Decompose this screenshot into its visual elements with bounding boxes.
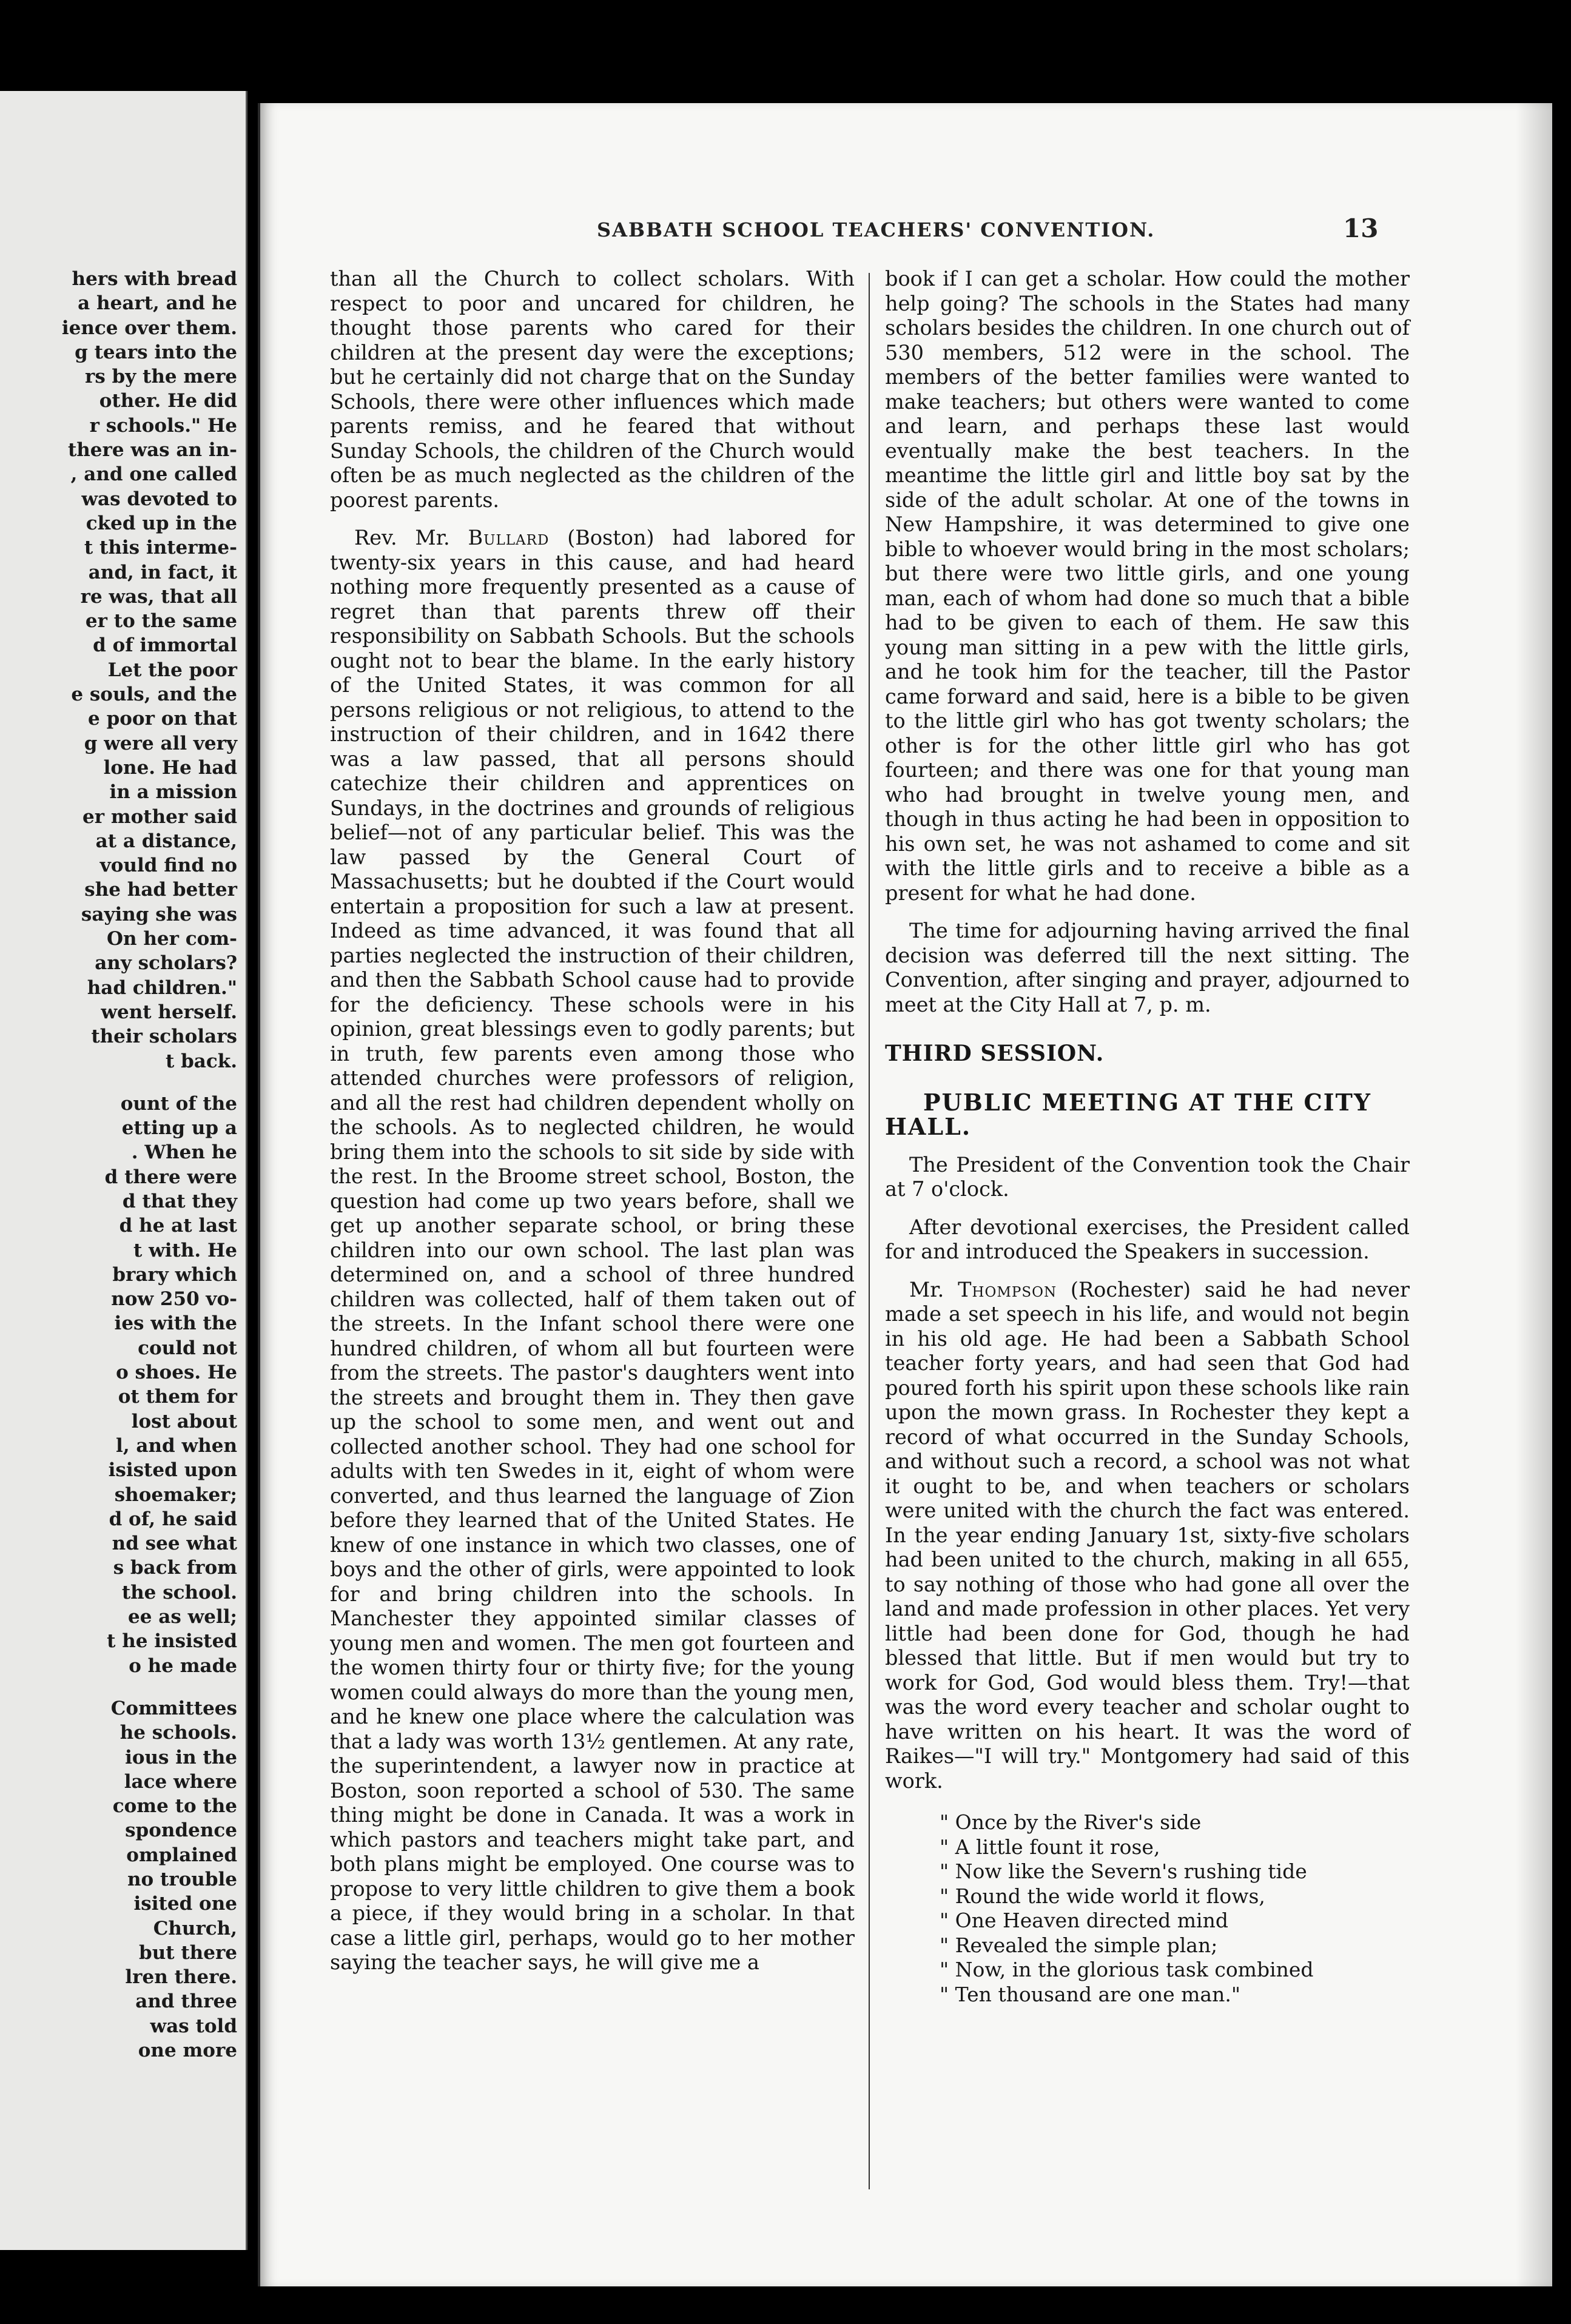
speaker-title: Mr. bbox=[909, 1277, 944, 1301]
left-page-fragment bbox=[0, 91, 247, 2250]
poem bbox=[940, 1810, 1410, 2007]
poem-line: " Once by the River's side bbox=[940, 1810, 1202, 1834]
paragraph bbox=[330, 526, 855, 1975]
left-page-line: she had better bbox=[84, 879, 237, 901]
left-page-line: at a distance, bbox=[95, 830, 237, 852]
section-heading: THIRD SESSION. bbox=[885, 1041, 1105, 1066]
left-page-line: re was, that all bbox=[80, 585, 237, 608]
left-page-line: d that they bbox=[122, 1190, 237, 1212]
poem-line: " Revealed the simple plan; bbox=[940, 1933, 1218, 1957]
left-page-line: t with. He bbox=[133, 1239, 237, 1261]
poem-line: " One Heaven directed mind bbox=[940, 1909, 1228, 1932]
left-page-line: g were all very bbox=[84, 732, 237, 754]
left-page-line: isisted upon bbox=[108, 1459, 237, 1482]
left-page-line: lren there. bbox=[125, 1966, 237, 1989]
left-page-line: t back. bbox=[165, 1050, 237, 1072]
left-page-line: he schools. bbox=[119, 1722, 237, 1744]
left-page-line: had children." bbox=[87, 976, 237, 999]
page-number: 13 bbox=[1343, 213, 1379, 243]
left-page-line: Let the poor bbox=[107, 659, 237, 681]
column-right bbox=[885, 267, 1410, 2007]
paragraph: The President of the Convention took the Chair at 7 o'clock. bbox=[885, 1152, 1410, 1201]
left-page-line: ies with the bbox=[114, 1312, 237, 1335]
paragraph: After devotional exercises, the President called for and introduced the Speakers in succession. bbox=[885, 1215, 1410, 1263]
left-page-line: was devoted to bbox=[81, 488, 237, 510]
left-page-line: went herself. bbox=[101, 1001, 237, 1023]
left-page-line: a heart, and he bbox=[78, 292, 237, 315]
left-page-line: spondence bbox=[125, 1819, 237, 1842]
left-page-line: r schools." He bbox=[89, 414, 237, 437]
left-page-line: hers with bread bbox=[72, 268, 237, 290]
left-page-line: e poor on that bbox=[88, 708, 237, 730]
left-page-line: isited one bbox=[133, 1893, 237, 1915]
line-gap bbox=[7, 1678, 237, 1696]
section-subheading: PUBLIC MEETING AT THE CITY HALL. bbox=[885, 1088, 1371, 1140]
left-page-line: shoemaker; bbox=[114, 1483, 237, 1506]
left-page-line: rs by the mere bbox=[84, 366, 237, 388]
poem-line: " Ten thousand are one man." bbox=[940, 1982, 1240, 2006]
poem-line: " Round the wide world it flows, bbox=[940, 1884, 1265, 1908]
column-left bbox=[330, 267, 855, 1975]
left-page-line: d of, he said bbox=[109, 1508, 237, 1530]
left-page-line: etting up a bbox=[121, 1117, 237, 1140]
left-page-line: Committees bbox=[110, 1697, 237, 1719]
left-page-line: d of immortal bbox=[93, 634, 237, 657]
left-page-line: in a mission bbox=[109, 781, 237, 804]
running-title: SABBATH SCHOOL TEACHERS' CONVENTION. bbox=[597, 218, 1156, 241]
left-page-line: could not bbox=[138, 1337, 237, 1359]
paragraph: than all the Church to collect scholars. With respect to poor and uncared for children, he thought those parents who cared for their children at the present day were the exceptions; but he certainly did not charge that on the Sunday Schools, there were other influences which made parents remiss, and he feared that without Sunday Schools, the children of the Church would often be as much neglected as the children of the poorest parents. bbox=[330, 267, 855, 512]
left-page-line: On her com- bbox=[107, 928, 237, 950]
left-page-line: o he made bbox=[129, 1654, 237, 1677]
left-page-line: g tears into the bbox=[75, 341, 237, 363]
poem-line: " A little fount it rose, bbox=[940, 1835, 1160, 1859]
line-gap bbox=[7, 1073, 237, 1092]
left-page-line: Church, bbox=[153, 1917, 237, 1939]
left-page-line: come to the bbox=[112, 1795, 237, 1818]
left-page-line: ious in the bbox=[125, 1746, 237, 1768]
poem-line: " Now like the Severn's rushing tide bbox=[940, 1859, 1307, 1883]
page bbox=[258, 103, 1552, 2286]
left-page-line: lone. He had bbox=[103, 756, 237, 779]
left-page-line: lost about bbox=[131, 1410, 237, 1432]
left-page-line: nd see what bbox=[112, 1533, 237, 1555]
left-page-line: was told bbox=[150, 2015, 237, 2037]
left-page-line: ount of the bbox=[120, 1092, 237, 1115]
left-page-line: er mother said bbox=[82, 805, 237, 828]
paragraph bbox=[885, 1278, 1410, 1794]
left-page-line: ot them for bbox=[118, 1386, 237, 1408]
left-page-line: d he at last bbox=[119, 1215, 237, 1237]
left-page-line: now 250 vo- bbox=[111, 1288, 237, 1311]
paragraph: book if I can get a scholar. How could the mother help going? The schools in the States had many scholars besides the children. In one church out of 530 members, 512 were in the school. The members of the better families were wanted to make teachers; but others were wanted to come and learn, and perhaps these last would eventually make the best teachers. In the meantime the little girl and little boy sat by the side of the adult scholar. At one of the towns in New Hampshire, it was determined to give one bible to whoever would bring in the most scholars; but there were two little girls, and one young man, each of whom had done so much that a bible had to be given to each of them. He saw this young man sitting in a pew with the little girls, and he took him for the teacher, till the Pastor came forward and said, here is a bible to be given to the little girl who has got twenty scholars; the other is for the other little girl who has got fourteen; and there was one for that young man who had brought in twelve young men, and though in thus acting he had been in opposition to his own set, he was not ashamed to come and sit with the little girls and to receive a bible as a present for what he had done. bbox=[885, 267, 1410, 905]
left-page-line: . When he bbox=[131, 1141, 237, 1164]
left-page-line: one more bbox=[138, 2040, 237, 2062]
left-page-line: but there bbox=[139, 1941, 237, 1964]
left-page-line: cked up in the bbox=[86, 512, 237, 534]
left-page-line: saying she was bbox=[81, 903, 237, 925]
left-page-line: no trouble bbox=[127, 1869, 237, 1890]
left-page-line: ee as well; bbox=[128, 1606, 237, 1628]
left-page-line: any scholars? bbox=[95, 952, 237, 975]
speaker-title: Rev. Mr. bbox=[354, 526, 450, 549]
left-page-line: the school. bbox=[121, 1581, 237, 1604]
speaker-name: Bullard bbox=[468, 526, 550, 549]
left-page-line: and three bbox=[135, 1990, 237, 2013]
left-page-line: t he insisted bbox=[107, 1630, 237, 1653]
left-page-line: l, and when bbox=[116, 1434, 237, 1457]
left-page-line: brary which bbox=[112, 1263, 237, 1286]
left-page-line: omplained bbox=[126, 1844, 237, 1866]
left-page-line: , and one called bbox=[70, 463, 237, 486]
paragraph-text: (Boston) had labored for twenty-six years in this cause, and had heard nothing more frequently presented as a cause of regret than that parents threw off their responsibility on Sabbath Schools. But the schools ought not to bear the blame. In the early history of the United States, it was common for all persons religious or not religious, to attend to the instruction of their children, and in 1642 there was a law passed, that all persons should catechize their children and apprentices on Sundays, in the doctrines and grounds of religious belief—not of any particular belief. This was the law passed by the General Court of Massachusetts; but he doubted if the Court would entertain a proposition for such a law at present. Indeed as time advanced, it was found that all parties neglected the instruction of their children, and then the Sabbath School cause had to provide for the deficiency. These schools were in his opinion, great blessings even to godly parents; but in truth, few parents even among those who attended churches were professors of religion, and all the rest had children dependent wholly on the schools. As to neglected children, he would bring them into the schools to sit side by side with the rest. In the Broome street school, Boston, the question had come up two years before, shall we get up another separate school, or bring these children into our own school. The last plan was determined on, and a school of three hundred children was collected, half of them taken out of the streets. In the Infant school there were one hundred children, of whom all but fourteen were from the streets. The pastor's daughters went into the streets and brought them in. They then gave up the school to some men, and went out and collected another school. They had one school for adults with ten Swedes in it, eight of whom were converted, and thus learned the language of Zion before they learned that of the United States. He knew of one instance in which two classes, one of boys and the other of girls, were appointed to look for and bring children into the schools. In Manchester they appointed similar classes of young men and women. The men got fourteen and the women thirty four or thirty five; for the young women could always do more than the young men, and he knew one place where the calculation was that a lady was worth 13½ gentlemen. At any rate, the superintendent, a lawyer now in practice at Boston, soon reported a school of 530. The same thing might be done in Canada. It was a work in which pastors and teachers might take part, and both plans might be employed. One course was to propose to very little children to give them a book a piece, if they would bring in a scholar. In that case a little girl, perhaps, would go to her mother saying the teacher says, he will give me a bbox=[330, 526, 855, 1974]
left-page-line: d there were bbox=[104, 1166, 237, 1188]
left-page-line: t this interme- bbox=[84, 537, 237, 559]
left-page-line: and, in fact, it bbox=[88, 561, 237, 583]
paragraph-text: (Rochester) said he had never made a set speech in his life, and would not begin in his old age. He had been a Sabbath School teacher forty years, and had seen that God had poured forth his spirit upon these schools like rain upon the mown grass. In Rochester they kept a record of what occurred in the Sunday Schools, and without such a record, a school was not what it ought to be, and when teachers or scholars were united with the church the fact was entered. In the year ending January 1st, sixty-five scholars had been united to the church, making in all 655, to say nothing of those who had gone all over the land and made profession in other places. Yet very little had been done for God, though he had blessed that little. But if men would but try to work for God, God would bless them. Try!—that was the word every teacher and scholar ought to have written on his heart. It was the word of Raikes—"I will try." Montgomery had said of this work. bbox=[885, 1277, 1410, 1793]
left-page-text bbox=[7, 267, 237, 2063]
left-page-line: lace where bbox=[124, 1770, 237, 1793]
poem-line: " Now, in the glorious task combined bbox=[940, 1958, 1314, 1981]
left-page-line: their scholars bbox=[91, 1026, 237, 1048]
left-page-line: ience over them. bbox=[61, 317, 237, 339]
left-page-line: er to the same bbox=[85, 610, 237, 633]
column-divider bbox=[869, 273, 870, 2189]
left-page-line: o shoes. He bbox=[116, 1362, 237, 1384]
left-page-line: other. He did bbox=[99, 390, 237, 412]
left-page-line: there was an in- bbox=[67, 439, 237, 462]
speaker-name: Thompson bbox=[958, 1277, 1057, 1301]
left-page-line: e souls, and the bbox=[71, 683, 237, 706]
paragraph: The time for adjourning having arrived the final decision was deferred till the next sitting. The Convention, after singing and prayer, adjourned to meet at the City Hall at 7, p. m. bbox=[885, 919, 1410, 1016]
left-page-line: vould find no bbox=[99, 855, 237, 877]
left-page-line: s back from bbox=[113, 1557, 237, 1579]
